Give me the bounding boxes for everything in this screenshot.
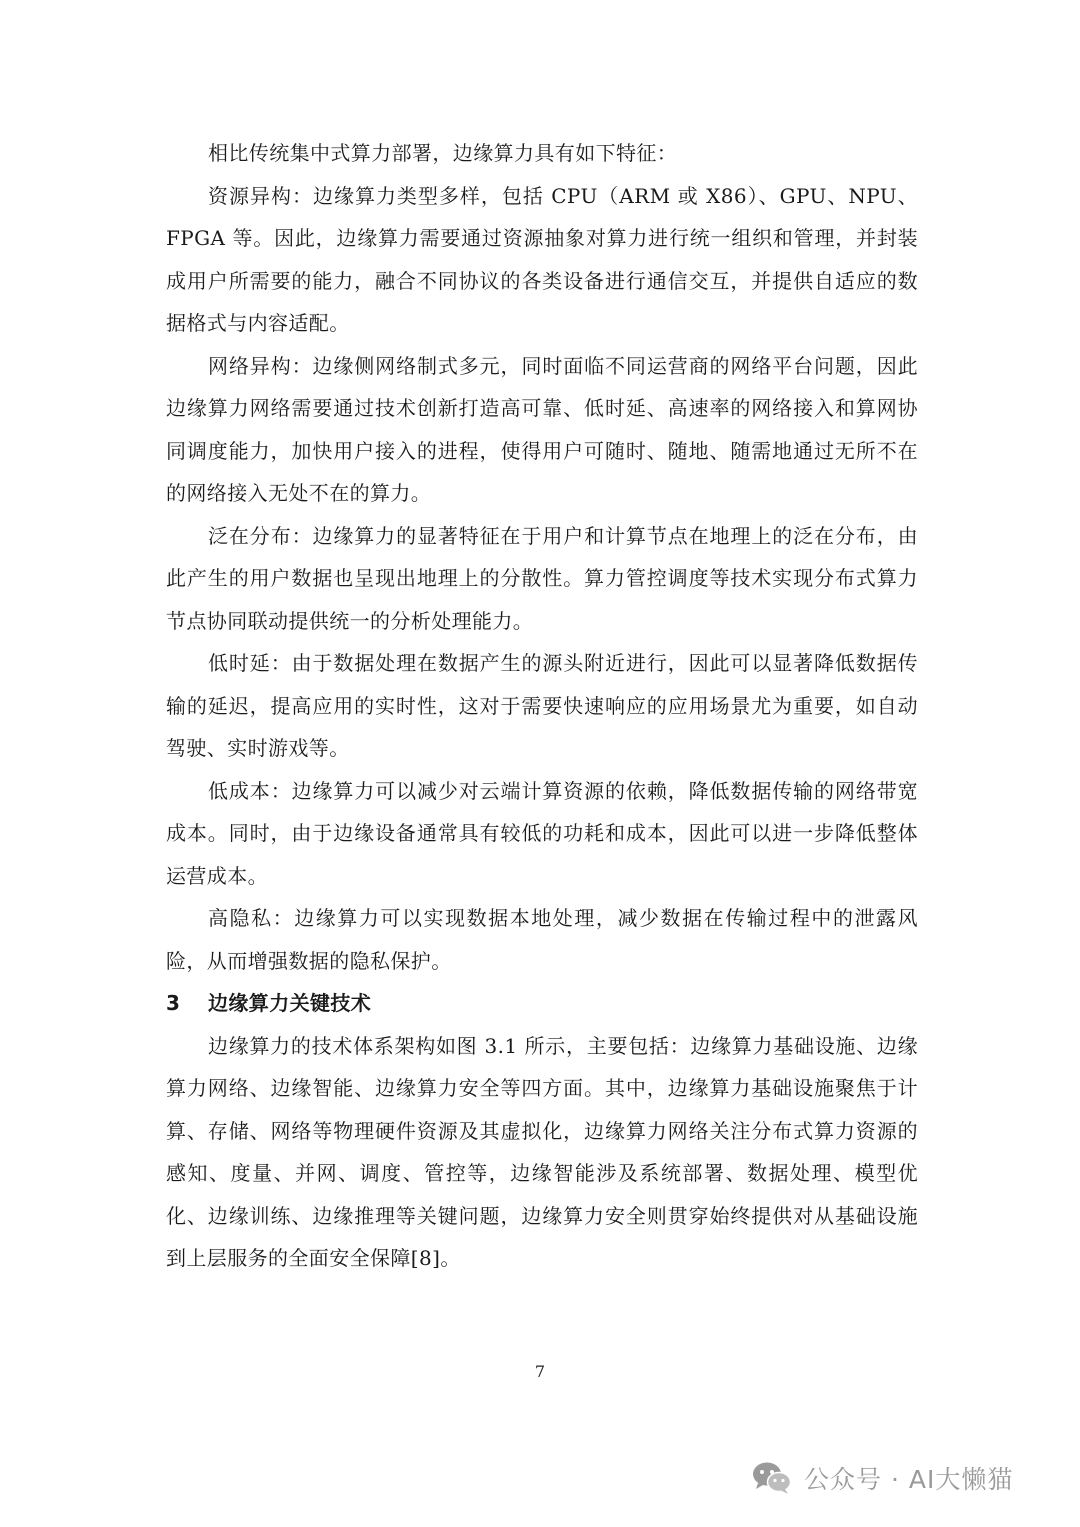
- paragraph-low-latency: 低时延：由于数据处理在数据产生的源头附近进行，因此可以显著降低数据传输的延迟，提高应用的实时性，这对于需要快速响应的应用场景尤为重要，如自动驾驶、实时游戏等。: [166, 651, 918, 760]
- page-number: 7: [534, 1362, 546, 1381]
- document-body: [166, 132, 918, 1280]
- section-number: 3: [166, 991, 181, 1015]
- paragraph-low-cost: 低成本：边缘算力可以减少对云端计算资源的依赖，降低数据传输的网络带宽成本。同时，由于边缘设备通常具有较低的功耗和成本，因此可以进一步降低整体运营成本。: [166, 778, 918, 888]
- wechat-icon: [752, 1461, 792, 1495]
- paragraph-architecture: 边缘算力的技术体系架构如图 3.1 所示，主要包括：边缘算力基础设施、边缘算力网络、边缘智能、边缘算力安全等四方面。其中，边缘算力基础设施聚焦于计算、存储、网络等物理硬件资源及其虚拟化，边缘算力网络关注分布式算力资源的感知、度量、并网、调度、管控等，边缘智能涉及系统部署、数据处理、模型优化、边缘训练、边缘推理等关键问题，边缘算力安全则贯穿始终提供对从基础设施到上层服务的全面安全保障[8]。: [166, 1033, 918, 1270]
- section-heading: [166, 982, 918, 1025]
- paragraph-high-privacy: 高隐私：边缘算力可以实现数据本地处理，减少数据在传输过程中的泄露风险，从而增强数据的隐私保护。: [166, 906, 918, 973]
- paragraph-resource-heterogeneity: 资源异构：边缘算力类型多样，包括 CPU（ARM 或 X86）、GPU、NPU、FPGA 等。因此，边缘算力需要通过资源抽象对算力进行统一组织和管理，并封装成用户所需要的能力，融合不同协议的各类设备进行通信交互，并提供自适应的数据格式与内容适配。: [166, 183, 918, 335]
- paragraph-ubiquitous-distribution: 泛在分布：边缘算力的显著特征在于用户和计算节点在地理上的泛在分布，由此产生的用户数据也呈现出地理上的分散性。算力管控调度等技术实现分布式算力节点协同联动提供统一的分析处理能力。: [166, 523, 918, 633]
- section-title: 边缘算力关键技术: [208, 991, 372, 1015]
- paragraph-network-heterogeneity: 网络异构：边缘侧网络制式多元，同时面临不同运营商的网络平台问题，因此边缘算力网络需要通过技术创新打造高可靠、低时延、高速率的网络接入和算网协同调度能力，加快用户接入的进程，使得用户可随时、随地、随需地通过无所不在的网络接入无处不在的算力。: [166, 353, 918, 505]
- paragraph-intro: 相比传统集中式算力部署，边缘算力具有如下特征：: [208, 141, 678, 165]
- watermark-text: 公众号 · AI大懒猫: [804, 1465, 1014, 1494]
- watermark: [752, 1456, 1013, 1500]
